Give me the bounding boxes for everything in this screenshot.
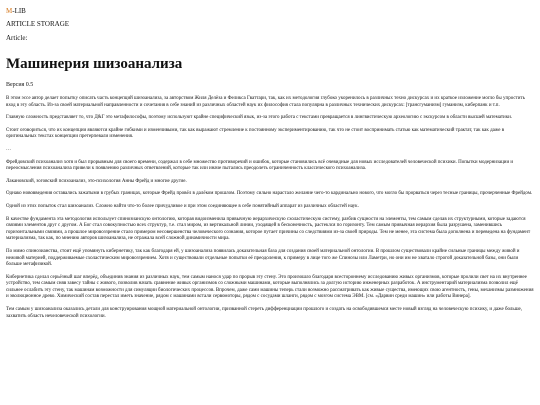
article-label: Article:: [6, 34, 28, 42]
paragraph: Кибернетика сделал серьёзный шаг вперёд, объединив знания из различных наук, тем самым нанося удар по прорыв эту стену. Это произошло благодаря всестороннему исследованию живых организмов, которые пролили свет на их внутреннее устройство, тем самым сняв завесу тайны с живого, позволив начать сравнение живых организмов со сложными машинами, которые выполнялись за долгую историю инженерных разработок. А инструментарий материализма позволил ещё сильнее ослабить эту стену, так машинам возможности для симуляции биологических процессов. Впрочем, даже сами машины теперь стали возможно рассматривать как живые существа, имеющих свою агентность, гены, механизмы размножения и эволюционное древо. Химический состав перестал иметь значение, рядом с машинами встали сервомоторы, рядом с сосудами шланги, рядом с мозгом система ЭВМ. [см. «Дарвин среди машин» или работы Винера].: [6, 274, 534, 300]
paragraph: По мимо спинозианства, стоит ещё упомянуть кибернетику, так как благодаря ей, у шизоанализа появилась доказательная база для создания своей материальной онтологии. В прошлом существовали крайне сильные границы между живой и неживой материей, поддерживаемые схоластическим мировоззрением. Хотя и существовали отдельные попытки её преодоления, к примеру в лице того же Спинозы или Ламетри, но они им не хватало строгой доказательной базы, они были больше метафизикой.: [6, 248, 520, 268]
paragraph: Лакановский, зоговский психоанализ, это-психология Анны Фрейд и многие другие.: [6, 178, 187, 184]
paragraph: Стоит оговориться, что их концепции являются крайне гибкими и изменчивыми, так как выражают стремление к постоянному экспериментированию, так что не стоит воспринимать статью как математический трактат, так как даже в оригинальных текстах концепции претерпевали изменения.: [6, 127, 505, 140]
paragraph: Одной из этих попыток стал шизоанализ. Сложно найти что-то более причудливое и при этом соединяющее в себе понятийный аппарат из различных областей наук.: [6, 203, 359, 209]
paragraph-ellipsis: …: [6, 146, 11, 152]
article-body: [6, 96, 534, 320]
paragraph: Главную сложность представляет то, что Д&Г это метафилософы, поэтому используют крайне специфический язык, из-за этого работа с текстами превращается в лингвистическую археологию с экскурсом в области высшей математики.: [6, 115, 513, 121]
paragraph: В качестве фундамента эта методология использует спинозианскую онтологию, которая видоизменила привычную иерархическую схоластическую систему, разбив сущности на элементы, тем самым сделав их структурными, которые задаются связями элементов друг с другом. А Бог стал совокупностью всех структур, т.е. стал миром, из вертикальной линии, уходящей в бесконечность, растеклся по горизонту. Тем самым привычная иерархия была разрушена, заменившись горизонтальными связями, а прошлое мировоззрение стало примером несовершенства человеческого сознания, которое путает причины со следствиями из-за своей природы. Тем не менее, эта система была дополнена и переведена на фундамент материализма, так как, по мнению авторов шизоанализа, не отражала всей сложной динамичности мира.: [6, 216, 531, 242]
logo-accent: M: [6, 7, 13, 15]
article-title: Машинерия шизоанализа: [6, 56, 183, 72]
article-version: Версия 0.5: [6, 82, 34, 88]
paragraph: В этом эссе автор делает попытку описать часть концепций шизоанализа, за авторством Жиля Делёза и Феликса Гваттари, так, как их методология глубоко укоренилось в различных техно дискурсах и их краткое изложение могло бы упростить вход в эту область. Из-за своей материальной направленности и сочетания в себе знаний из различных областей наук их философия стала популярна в различных технических дискурсах: [трансгуманизм] гуманизм, киберпанк и т.п.: [6, 96, 525, 108]
paragraph: Однако нововведения оставались зажатыми в грубых границах, которые Фрейд провёл в далёком прошлом. Поэтому сильно нарастало желание чего-то кардинально нового, что могло бы прорваться через тесные границы, прочерченные Фрейдом.: [6, 191, 533, 197]
paragraph: Фрейдовский психоанализ хотя и был прорывным для своего времени, содержал в себе множество противоречий и ошибок, которые становились всё очевидные для новых исследователей человеческой психики. Попытки модернизации и переосмысления психоанализа привели к появлению различных ответвлений, которые так или иначе пытались преодолеть ограниченность классического психоанализа.: [6, 159, 514, 172]
paragraph: Тем самым у шизоанализа оказались детали для конструирования мощной материальной онтологии, призванной стереть дифференциации прошлого и создать на освободившемся месте новый взгляд на человеческую психику, и даже больше, захватить область нечеловеческой психологии.: [6, 307, 523, 319]
logo-text: -LIB: [12, 7, 26, 15]
site-label: ARTICLE STORAGE: [6, 20, 70, 28]
site-logo[interactable]: [6, 7, 534, 16]
